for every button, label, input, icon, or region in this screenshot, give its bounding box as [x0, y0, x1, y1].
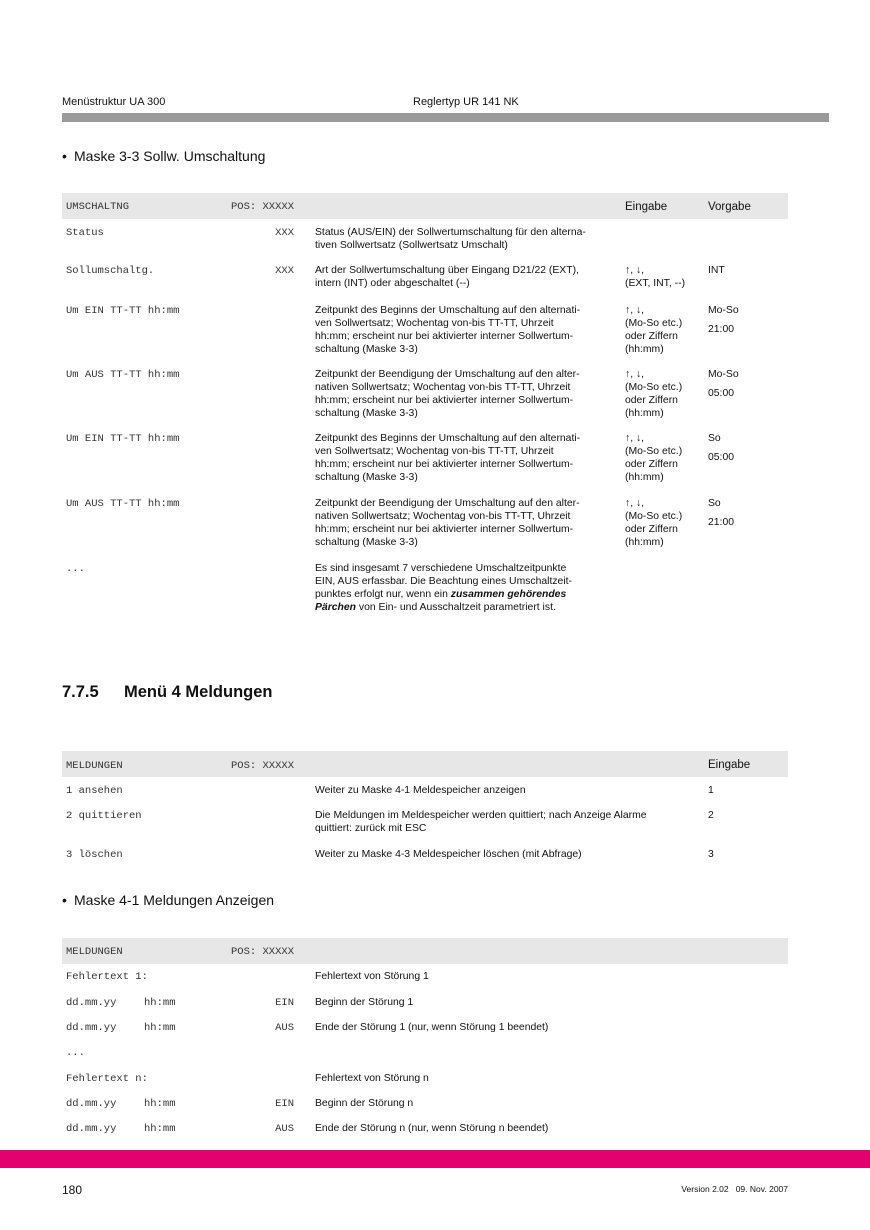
table-row-name: dd.mm.yy	[66, 997, 117, 1009]
table-row-desc: Weiter zu Maske 4-1 Meldespeicher anzeigen	[315, 785, 526, 796]
table-row-pos: AUS	[275, 1123, 294, 1135]
table-row-desc: Beginn der Störung n	[315, 1098, 414, 1109]
mask-4-1-title: Maske 4-1 Meldungen Anzeigen	[74, 892, 275, 908]
table-head-vorgabe: Vorgabe	[708, 201, 751, 213]
mask-3-3-title: Maske 3-3 Sollw. Umschaltung	[74, 148, 266, 164]
table-row-name: 3 löschen	[66, 849, 123, 861]
table-row-time: hh:mm	[144, 997, 176, 1009]
table-row-desc: Weiter zu Maske 4-3 Meldespeicher löschen (mit Abfrage)	[315, 849, 582, 860]
table-header-meldungen	[62, 751, 788, 777]
table-row-pos: EIN	[275, 997, 294, 1009]
table-row-input: ↑, ↓, (EXT, INT, --)	[625, 265, 686, 289]
table-head-col1: UMSCHALTNG	[66, 201, 130, 213]
section-number: 7.7.5	[62, 683, 99, 701]
table-head-col2: POS: XXXXX	[230, 760, 294, 772]
table-row-desc: Zeitpunkt der Beendigung der Umschaltung auf den alter- nativen Sollwertsatz; Wochentag von-bis TT-TT, Uhrzeit hh:mm; erscheint nur bei aktivierter interner Sollwertum- schaltung (Maske 3-3)	[315, 369, 580, 419]
table-row-desc: Ende der Störung n (nur, wenn Störung n beendet)	[315, 1123, 549, 1134]
footer-accent-bar	[0, 1150, 870, 1168]
running-header-left: Menüstruktur UA 300	[62, 96, 166, 108]
table-row-desc: Die Meldungen im Meldespeicher werden quittiert; nach Anzeige Alarme quittiert: zurück mit ESC	[315, 810, 647, 834]
table-head-col1: MELDUNGEN	[66, 946, 123, 958]
table-row-name: dd.mm.yy	[66, 1022, 117, 1034]
table-row-desc: Status (AUS/EIN) der Sollwertumschaltung für den alterna- tiven Sollwertsatz (Sollwertsatz Umschalt)	[315, 227, 586, 251]
table-head-col1: MELDUNGEN	[66, 760, 123, 772]
section-heading: Menü 4 Meldungen	[124, 683, 273, 701]
table-row-name: Fehlertext n:	[66, 1073, 148, 1085]
bullet-icon: •	[62, 892, 67, 908]
table-row-input: 3	[708, 849, 714, 860]
table-row-input: ↑, ↓, (Mo-So etc.) oder Ziffern (hh:mm)	[625, 369, 683, 419]
table-row-desc: Zeitpunkt des Beginns der Umschaltung auf den alternati- ven Sollwertsatz; Wochentag von-bis TT-TT, Uhrzeit hh:mm; erscheint nur bei aktivierter interner Sollwertum- schaltung (Maske 3-3)	[315, 305, 581, 355]
table-row-name: Sollumschaltg.	[66, 265, 155, 277]
table-row-desc: Art der Sollwertumschaltung über Eingang D21/22 (EXT), intern (INT) oder abgeschaltet (--)	[315, 265, 579, 289]
bullet-icon: •	[62, 148, 67, 164]
table-row-time: hh:mm	[144, 1098, 176, 1110]
table-row-name: Um EIN TT-TT hh:mm	[66, 305, 180, 317]
table-row-default: So 21:00	[708, 498, 735, 528]
mask-3-3-heading	[62, 148, 265, 164]
table-row-input: ↑, ↓, (Mo-So etc.) oder Ziffern (hh:mm)	[625, 305, 683, 355]
table-head-col2: POS: XXXXX	[230, 946, 294, 958]
table-row-name: dd.mm.yy	[66, 1098, 117, 1110]
table-row-name: Fehlertext 1:	[66, 971, 148, 983]
table-row-default: Mo-So 21:00	[708, 305, 739, 335]
table-row-default: So 05:00	[708, 433, 735, 463]
table-row-pos: AUS	[275, 1022, 294, 1034]
table-row-desc: Es sind insgesamt 7 verschiedene Umschaltzeitpunkte EIN, AUS erfassbar. Die Beachtung eines Umschaltzeit- punktes erfolgt nur, wenn ein zusammen gehörendes Pärchen von Ein- und Ausschaltzeit parametriert ist.	[315, 563, 572, 613]
table-row-time: hh:mm	[144, 1123, 176, 1135]
table-row-name: dd.mm.yy	[66, 1123, 117, 1135]
table-row-desc: Beginn der Störung 1	[315, 997, 414, 1008]
table-row-name: 1 ansehen	[66, 785, 123, 797]
table-row-desc: Ende der Störung 1 (nur, wenn Störung 1 beendet)	[315, 1022, 549, 1033]
table-row-desc: Zeitpunkt der Beendigung der Umschaltung auf den alter- nativen Sollwertsatz; Wochentag von-bis TT-TT, Uhrzeit hh:mm; erscheint nur bei aktivierter interner Sollwertum- schaltung (Maske 3-3)	[315, 498, 580, 548]
header-rule	[62, 113, 829, 122]
table-header-meldungen-anzeigen	[62, 938, 788, 964]
table-head-col2: POS: XXXXX	[230, 201, 294, 213]
table-row-ellipsis: ...	[66, 563, 85, 575]
table-row-time: hh:mm	[144, 1022, 176, 1034]
table-row-input: ↑, ↓, (Mo-So etc.) oder Ziffern (hh:mm)	[625, 498, 683, 548]
table-row-desc: Fehlertext von Störung n	[315, 1073, 429, 1084]
table-row-default: Mo-So 05:00	[708, 369, 739, 399]
table-head-eingabe: Eingabe	[625, 201, 668, 213]
table-row-desc: Fehlertext von Störung 1	[315, 971, 429, 982]
table-row-name: Um AUS TT-TT hh:mm	[66, 498, 180, 510]
table-row-input: 1	[708, 785, 714, 796]
table-head-eingabe: Eingabe	[708, 759, 751, 771]
table-row-name: Status	[66, 227, 104, 239]
table-row-desc: Zeitpunkt des Beginns der Umschaltung auf den alternati- ven Sollwertsatz; Wochentag von-bis TT-TT, Uhrzeit hh:mm; erscheint nur bei aktivierter interner Sollwertum- schaltung (Maske 3-3)	[315, 433, 581, 483]
version-info: Version 2.02 09. Nov. 2007	[681, 1184, 788, 1194]
table-row-input: ↑, ↓, (Mo-So etc.) oder Ziffern (hh:mm)	[625, 433, 683, 483]
page-number: 180	[62, 1183, 83, 1197]
table-row-name: Um EIN TT-TT hh:mm	[66, 433, 180, 445]
table-row-input: 2	[708, 810, 714, 821]
table-row-name: 2 quittieren	[66, 810, 142, 822]
table-row-name: Um AUS TT-TT hh:mm	[66, 369, 180, 381]
table-row-ellipsis: ...	[66, 1047, 85, 1059]
mask-4-1-heading	[62, 892, 274, 908]
table-row-default: INT	[708, 265, 725, 276]
table-row-pos: XXX	[275, 265, 294, 277]
table-row-pos: EIN	[275, 1098, 294, 1110]
section-title	[62, 683, 273, 702]
table-row-pos: XXX	[275, 227, 294, 239]
running-header-center: Reglertyp UR 141 NK	[413, 96, 519, 108]
